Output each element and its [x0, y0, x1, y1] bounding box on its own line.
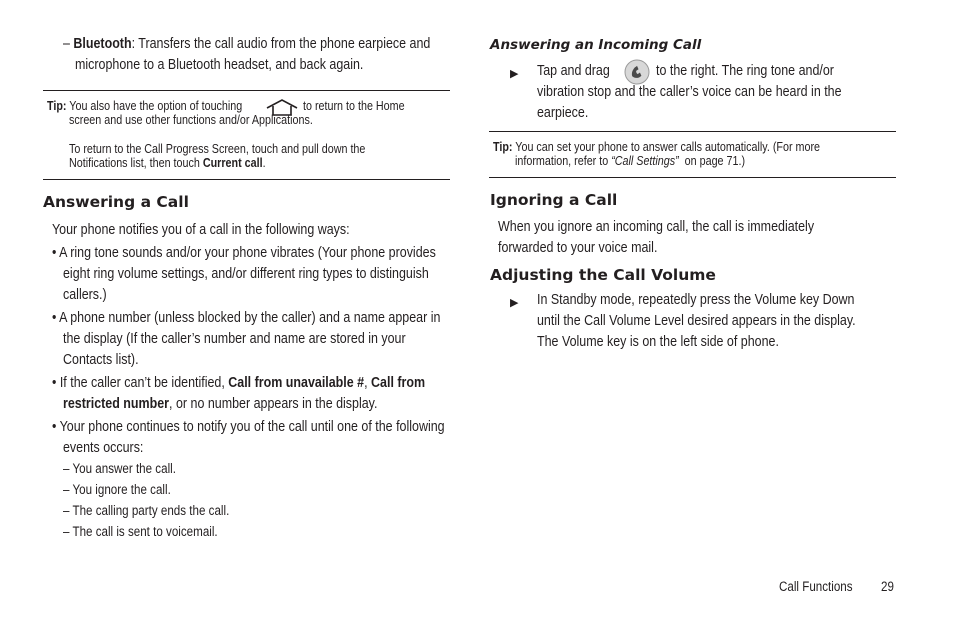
tip1-text-1a: You also have the option of touching	[69, 99, 243, 113]
bullet-4	[52, 417, 509, 438]
bullet-4-l2	[63, 438, 157, 459]
volume-l2-wrap	[537, 311, 908, 332]
incoming-l1b-wrap	[656, 61, 863, 82]
tip1-bottom-rule	[43, 179, 450, 180]
tip1-line-2	[69, 113, 353, 128]
sub-item-1-text: – You answer the call.	[63, 461, 176, 476]
sub-item-3	[63, 504, 256, 519]
bullet-2-line-1: • A phone number (unless blocked by the caller) and a name appear in	[52, 310, 441, 326]
ignoring-text-1: When you ignore an incoming call, the call is immediately	[498, 219, 815, 235]
sub-item-1	[63, 462, 194, 477]
volume-text-3: The Volume key is on the left side of phone.	[537, 334, 779, 350]
restricted-number-label: restricted number	[63, 396, 170, 412]
tip1	[47, 99, 274, 114]
volume-text-2: until the Call Volume Level desired appears in the display.	[537, 313, 856, 329]
call-unavailable-label: Call from unavailable #	[228, 375, 365, 391]
volume-text-1: In Standby mode, repeatedly press the Volume key Down	[537, 292, 855, 308]
incoming-l3-wrap	[537, 103, 597, 124]
sub-item-2	[63, 483, 188, 498]
incoming-l2-wrap	[537, 82, 891, 103]
call-from-label: Call from	[371, 375, 426, 391]
answering-heading: Answering a Call	[43, 193, 189, 211]
bullet-2-line-2: the display (If the caller’s number and name are stored in your	[63, 331, 406, 347]
bullet-4-line-2: events occurs:	[63, 440, 144, 456]
call-settings-ref: “Call Settings”	[611, 154, 679, 168]
incoming-heading: Answering an Incoming Call	[490, 37, 702, 53]
tip1-text-3: To return to the Call Progress Screen, touch and pull down the	[69, 142, 366, 156]
footer-section	[779, 580, 865, 595]
tip2-text-2b: on page 71.)	[678, 154, 746, 168]
bullet-2-l2	[63, 329, 461, 350]
triangle-right-icon: ▶	[510, 68, 519, 80]
current-call-label: Current call	[202, 156, 263, 170]
ignoring-l2-wrap	[498, 238, 683, 259]
tip1-text-2: screen and use other functions and/or Applications.	[69, 113, 313, 127]
tip2-text-2a: information, refer to	[515, 154, 612, 168]
bullet-2-l3	[63, 350, 151, 371]
tip1-label: Tip:	[47, 99, 67, 113]
tip1-text-1b: to return to the Home	[303, 99, 405, 113]
ignoring-heading: Ignoring a Call	[490, 191, 618, 209]
volume-l3-wrap	[537, 332, 818, 353]
bullet-3-comma: ,	[364, 375, 372, 391]
tip1-line-4	[69, 156, 298, 171]
triangle-right-icon: ▶	[510, 297, 519, 309]
ignoring-l1-wrap	[498, 217, 866, 238]
bullet-4-line-1: • Your phone continues to notify you of the call until one of the following	[52, 419, 445, 435]
volume-heading: Adjusting the Call Volume	[490, 266, 716, 284]
bullet-1-l2	[63, 264, 488, 285]
bluetooth-term: Bluetooth	[73, 36, 132, 52]
tip1-top-rule	[43, 90, 450, 91]
volume-l1-wrap	[537, 290, 906, 311]
bluetooth-item: – Bluetooth: Transfers the call audio from the phone earpiece and	[63, 36, 431, 52]
answering-intro: Your phone notifies you of a call in the following ways:	[52, 222, 350, 238]
page-number-text: 29	[881, 579, 894, 594]
bullet-1	[52, 243, 498, 264]
tip1-text-1b-wrap	[303, 99, 421, 114]
bullet-3-text-a: • If the caller can’t be identified,	[52, 375, 229, 391]
bullet-1-line-3: callers.)	[63, 287, 107, 303]
incoming-text-2: vibration stop and the caller’s voice can be heard in the	[537, 84, 842, 100]
tip1-line-3	[69, 142, 414, 157]
page-number	[881, 580, 896, 595]
tip2-top-rule	[489, 131, 896, 132]
footer-section-text: Call Functions	[779, 579, 853, 594]
bullet-3-text-b: , or no number appears in the display.	[169, 396, 378, 412]
incoming-text-3: earpiece.	[537, 105, 589, 121]
bullet-3-l2	[63, 394, 429, 415]
tip1-text-4a: Notifications list, then touch	[69, 156, 203, 170]
bluetooth-line-2	[75, 55, 410, 76]
ignoring-text-2: forwarded to your voice mail.	[498, 240, 658, 256]
bluetooth-text-2: microphone to a Bluetooth headset, and back again.	[75, 57, 364, 73]
incoming-text-1b: to the right. The ring tone and/or	[656, 63, 834, 79]
answering-intro-wrap	[52, 220, 398, 241]
bullet-2-line-3: Contacts list).	[63, 352, 139, 368]
tip2	[493, 140, 873, 155]
sub-item-3-text: – The calling party ends the call.	[63, 503, 230, 518]
incoming-l1a-wrap	[537, 61, 622, 82]
incoming-text-1a: Tap and drag	[537, 63, 610, 79]
bluetooth-text-1: : Transfers the call audio from the phone earpiece and	[131, 36, 431, 52]
sub-item-4-text: – The call is sent to voicemail.	[63, 524, 218, 539]
tip2-bottom-rule	[489, 177, 896, 178]
tip2-l2	[515, 154, 783, 169]
bullet-1-line-1: • A ring tone sounds and/or your phone vibrates (Your phone provides	[52, 245, 436, 261]
tip2-text-1: You can set your phone to answer calls automatically. (For more	[515, 140, 821, 154]
bullet-2	[52, 308, 504, 329]
sub-item-4	[63, 525, 243, 540]
sub-item-2-text: – You ignore the call.	[63, 482, 171, 497]
bullet-1-l3	[63, 285, 114, 306]
tip1-text-4b: .	[262, 156, 266, 170]
bullet-1-line-2: eight ring volume settings, and/or different ring types to distinguish	[63, 266, 429, 282]
bullet-3	[52, 373, 486, 394]
tip2-label: Tip:	[493, 140, 513, 154]
